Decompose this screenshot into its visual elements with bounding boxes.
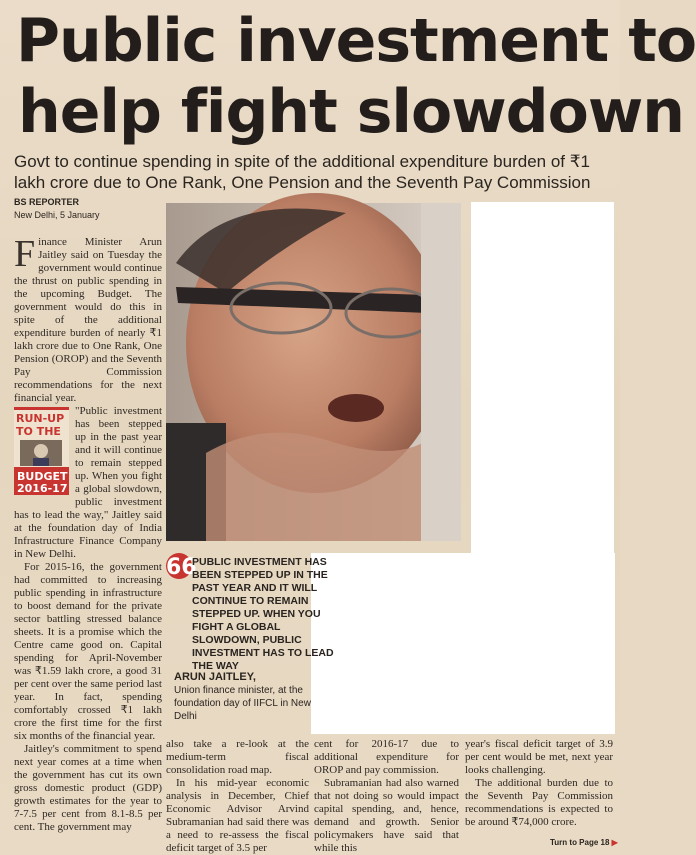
blank-area-top bbox=[471, 202, 614, 553]
article-column-1 bbox=[14, 233, 162, 848]
paragraph-4: Jaitley's commitment to spend next year comes at a time when the government has cut its own gross domestic product (GDP) growth estimates for the year to 7-7.5 per cent from 8.1-8.5 per cent. The government may bbox=[14, 743, 162, 833]
col2-paragraph-1: also take a re-look at the medium-term fiscal consolidation road map. bbox=[166, 738, 309, 776]
subheadline: Govt to continue spending in spite of the additional expenditure burden of ₹1 lakh crore due to One Rank, One Pension and the Seventh Pay Commission bbox=[14, 152, 591, 192]
pull-quote bbox=[166, 553, 334, 735]
pull-quote-text: PUBLIC INVESTMENT HAS BEEN STEPPED UP IN THE PAST YEAR AND IT WILL CONTINUE TO REMAIN STEPPED UP. WHEN YOU FIGHT A GLOBAL SLOWDOWN, PUBLIC INVESTMENT HAS TO LEAD THE WAY bbox=[192, 556, 334, 672]
paragraph-1-text: inance Minister Arun Jaitley said on Tuesday the government would continue the thrust on public spending in the upcoming Budget. The government would do this in spite of the additional expenditure burden of nearly ₹1 lakh crore due to One Rank, One Pension (OROP) and the Seventh Pay Commission recommendations for the next financial year. bbox=[14, 236, 162, 404]
paragraph-2 bbox=[14, 405, 162, 561]
col2-paragraph-2: In his mid-year economic analysis in December, Chief Economic Advisor Arvind Subramanian had said there was a need to re-assess the fiscal deficit target of 3.5 per bbox=[166, 777, 309, 854]
logo-line-4: 2016-17 bbox=[17, 482, 68, 495]
drop-cap: F bbox=[14, 233, 36, 275]
paragraph-3: For 2015-16, the government had committed to increasing public spending in infrastructure to boost demand for the private sector battling stressed balance sheets. It is a promise which the Centre came good on. Capital spending for April-November was ₹1.59 lakh crore, a good 31 per cent over the same period last year. In fact, spending comfortably crossed ₹1 lakh crore the first time for the first six months of the financial year. bbox=[14, 561, 162, 742]
headline-line-1: Public investment to bbox=[16, 6, 696, 76]
quote-mark-icon: 66 bbox=[166, 555, 197, 580]
dateline: New Delhi, 5 January bbox=[14, 210, 100, 220]
article-column-3 bbox=[314, 738, 459, 854]
byline: BS REPORTER bbox=[14, 197, 80, 207]
logo-line-1: RUN-UP bbox=[16, 412, 65, 425]
headline-line-2: help fight slowdown bbox=[18, 77, 684, 147]
pull-quote-attribution: ARUN JAITLEY, bbox=[174, 671, 256, 683]
turn-to-page-text: Turn to Page 18 bbox=[550, 838, 610, 847]
col3-paragraph-2: Subramanian had also warned that not doing so would impact capital spending, and, hence, demand and growth. Senior policymakers have said that while this bbox=[314, 777, 459, 854]
col4-paragraph-2: The additional burden due to the Seventh Pay Commission recommendations is expected to be around ₹74,000 crore. bbox=[465, 777, 613, 828]
article-column-4 bbox=[465, 738, 613, 838]
turn-to-page-link[interactable] bbox=[550, 838, 618, 847]
pull-quote-role: Union finance minister, at the foundation day of IIFCL in New Delhi bbox=[174, 685, 311, 722]
paragraph-1 bbox=[14, 233, 162, 405]
arrow-right-icon: ▶ bbox=[611, 838, 618, 847]
article-column-2 bbox=[166, 738, 309, 854]
col4-paragraph-1: year's fiscal deficit target of 3.9 per cent would be met, next year looks challenging. bbox=[465, 738, 613, 776]
logo-line-2: TO THE bbox=[16, 425, 61, 438]
col3-paragraph-1: cent for 2016-17 due to additional expenditure for OROP and pay commission. bbox=[314, 738, 459, 776]
logo-line-3: BUDGET bbox=[17, 470, 68, 483]
blank-area-bottom bbox=[311, 553, 615, 734]
arun-jaitley-photo bbox=[166, 203, 461, 541]
paragraph-2-text: "Public investment has been stepped up in the past year and it will continue to remain stepped up. When you fight a global slowdown, public investment has to lead the way," Jaitley said at the foundation day of India Infrastructure Finance Company in New Delhi. bbox=[14, 405, 162, 560]
run-up-to-budget-logo bbox=[14, 407, 69, 495]
